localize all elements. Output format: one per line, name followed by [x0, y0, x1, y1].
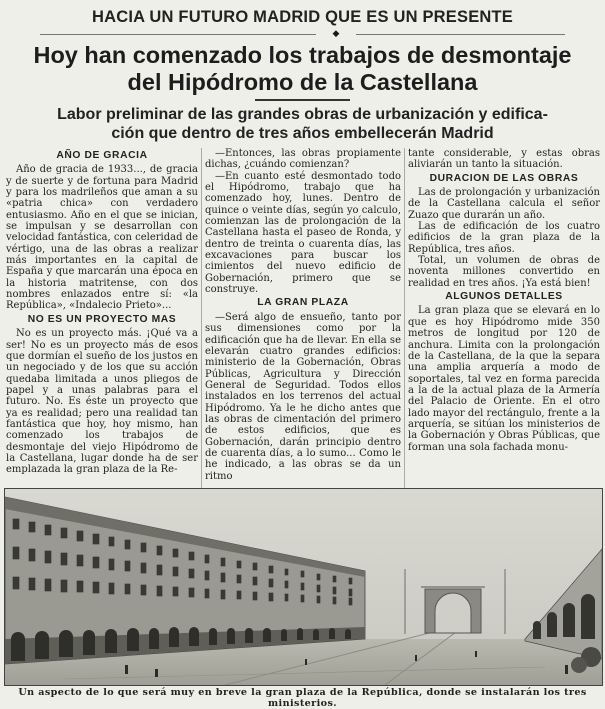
paragraph: —Será algo de ensueño, tanto por sus dimensiones como por la edificación que ha de llevar. En ella se elevarán cuatro grandes edificios: ministerio de la Gobernación, Obras Públicas, Agricultura y Dirección General de Seguridad. Todos ellos instalados en los terrenos del actual Hipódromo. Ya le he dicho antes que las obras de cimentación del primero de estos edificios, que es Gobernación, darán principio dentro de cuarenta días, a lo sumo... Como le he indicado, a las obras se da un ritmo — [205, 311, 401, 482]
column-2 — [205, 148, 401, 488]
headline-line-2: del Hipódromo de la Castellana — [127, 69, 478, 95]
subheadline-line-1: Labor preliminar de las grandes obras de urbanización y edifica- — [57, 106, 548, 123]
paragraph: tante considerable, y estas obras aliviarán un tanto la situación. — [408, 148, 600, 171]
plaza-illustration — [5, 489, 602, 685]
section-heading: ALGUNOS DETALLES — [445, 291, 563, 303]
subheadline — [0, 105, 605, 143]
paragraph: Las de prolongación y urbanización de la Castellana calcula el señor Zuazo que durarán un año. — [408, 187, 600, 221]
paragraph: No es un proyecto más. ¡Qué va a ser! No es un proyecto más de esos que dormían el sueño de los justos en un negociado y de los que su acción quedaba limitada a unos pliegos de papel y a unas palabras para el futuro. No. Es éste un proyecto que ya es realidad; pero una realidad tan fantástica que hoy, hoy mismo, han comenzado los trabajos de desmontaje del viejo Hipódromo de la Castellana, lugar donde ha de ser emplazada la gran plaza de la Re- — [6, 328, 198, 476]
architectural-rendering-image — [4, 488, 603, 686]
paragraph: Total, un volumen de obras de noventa millones convertido en realidad en tres años. ¡Ya está bien! — [408, 255, 600, 289]
top-divider — [40, 29, 565, 39]
section-heading: AÑO DE GRACIA — [56, 150, 148, 161]
paragraph: La gran plaza que se elevará en lo que es hoy Hipódromo mide 350 metros de longitud por 120 de anchura. Limita con la prolongación de la Castellana, de la que la separa una amplia arquería a modo de soportales, tal vez en forma parecida a la de la actual plaza de la Armería del Palacio de Oriente. En el otro lado mayor del rectángulo, frente a la arquería, se sitúan los ministerios de la Gobernación y Obras Públicas, que forman una sola fachada monu- — [408, 305, 600, 453]
headline-line-1: Hoy han comenzado los trabajos de desmontaje — [33, 42, 572, 68]
ornament-icon: ◆ — [316, 30, 356, 39]
subheadline-line-2: ción que dentro de tres años embellecerán Madrid — [111, 125, 494, 142]
column-3 — [408, 148, 600, 488]
headline — [0, 42, 605, 96]
section-heading: LA GRAN PLAZA — [257, 297, 349, 309]
paragraph: Las de edificación de los cuatro edificios de la gran plaza de la República, tres años. — [408, 221, 600, 255]
column-divider — [404, 148, 405, 488]
paragraph: Año de gracia de 1933..., de gracia y de suerte y de fortuna para Madrid y para los madrileños que aman a su «patria chica» con verdadero entusiasmo. Año en el que se inician, se impulsan y se desarrollan con velocidad fantástica, con celeridad de vértigo, una de las obras a realizar más importantes en la capital de España y que marcarán una época en la historia matritense, con dos nombres enlazados entre sí: «la República», «Indalecio Prieto»... — [6, 164, 198, 312]
paragraph: —Entonces, las obras propiamente dichas, ¿cuándo comienzan? — [205, 148, 401, 171]
kicker-title: HACIA UN FUTURO MADRID QUE ES UN PRESENTE — [91, 8, 514, 26]
section-heading: DURACION DE LAS OBRAS — [429, 172, 579, 184]
photo-caption: Un aspecto de lo que será muy en breve la gran plaza de la República, donde se instalarán los tres ministerios. — [18, 687, 587, 709]
column-1 — [6, 148, 198, 488]
headline-divider — [255, 99, 350, 101]
column-divider — [201, 148, 202, 488]
section-heading: NO ES UN PROYECTO MAS — [27, 313, 177, 325]
paragraph: —En cuanto esté desmontado todo el Hipódromo, trabajo que ha comenzado hoy, lunes. Dentro de quince o veinte días, según yo calculo, comienzan las de prolongación de la Castellana hasta el paseo de Ronda, y dentro de treinta o cuarenta días, las excavaciones para buscar los cimientos del nuevo edificio de Gobernación, primero que se construye. — [205, 170, 401, 296]
